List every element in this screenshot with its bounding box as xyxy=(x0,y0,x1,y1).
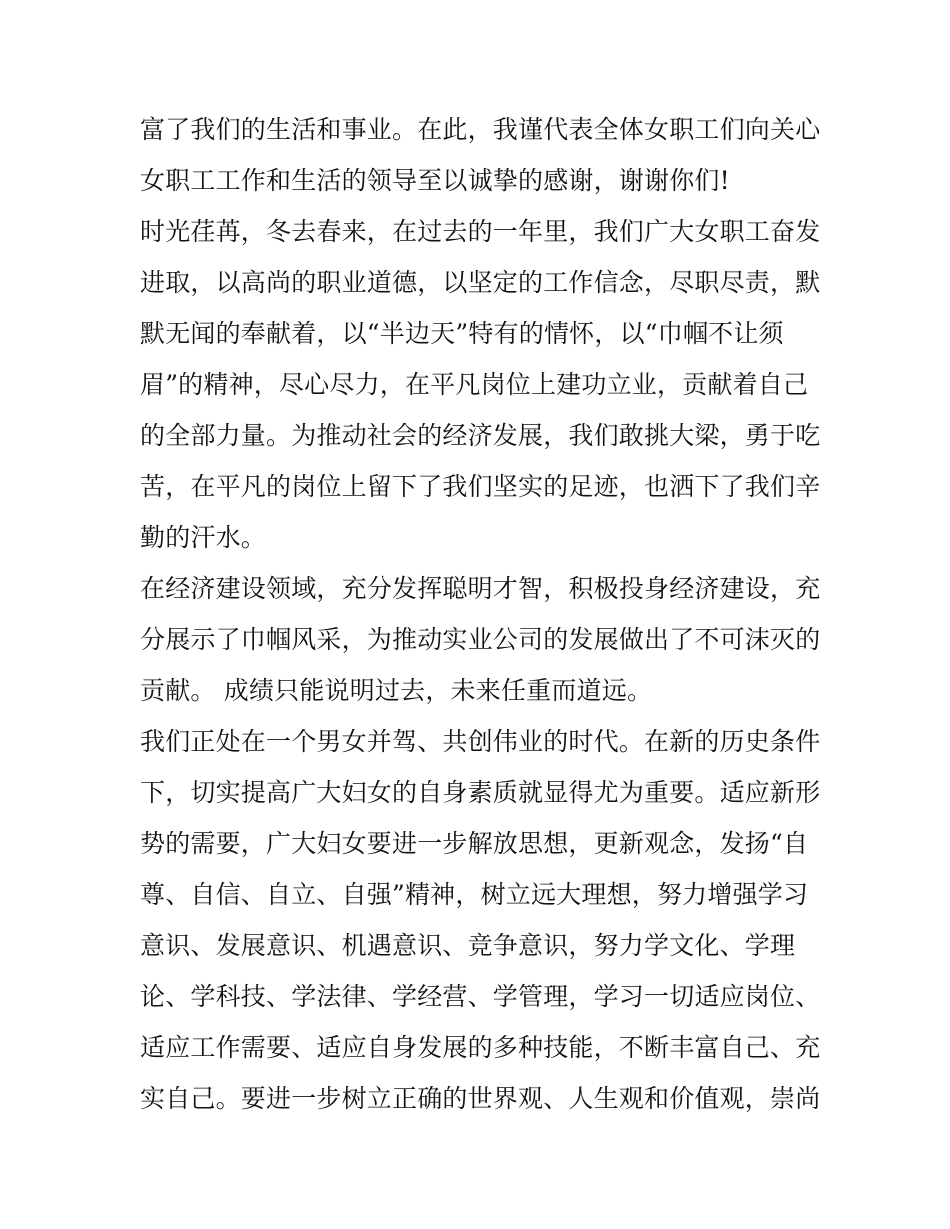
text-line: 眉”的精神，尽心尽力，在平凡岗位上建功立业，贡献着自己 xyxy=(140,370,809,399)
text-line: 意识、发展意识、机遇意识、竞争意识，努力学文化、学理 xyxy=(140,931,796,960)
text-line: 分展示了巾帼风采，为推动实业公司的发展做出了不可沫灭的 xyxy=(140,625,821,654)
text-line: 我们正处在一个男女并驾、共创伟业的时代。在新的历史条件 xyxy=(140,727,821,756)
text-line: 默无闻的奉献着，以“半边天”特有的情怀，以“巾帼不让须 xyxy=(140,319,784,348)
text-line: 贡献。 成绩只能说明过去，未来任重而道远。 xyxy=(140,676,653,705)
text-line: 论、学科技、学法律、学经营、学管理，学习一切适应岗位、 xyxy=(140,982,821,1011)
text-line: 的全部力量。为推动社会的经济发展，我们敢挑大梁，勇于吃 xyxy=(140,421,821,450)
text-line: 适应工作需要、适应自身发展的多种技能，不断丰富自己、充 xyxy=(140,1033,821,1062)
text-line: 女职工工作和生活的领导至以诚挚的感谢，谢谢你们! xyxy=(140,166,730,195)
text-line: 在经济建设领域，充分发挥聪明才智，积极投身经济建设，充 xyxy=(140,574,821,603)
text-line: 势的需要，广大妇女要进一步解放思想，更新观念，发扬“自 xyxy=(140,829,809,858)
text-line: 富了我们的生活和事业。在此，我谨代表全体女职工们向关心 xyxy=(140,115,821,144)
text-line: 进取，以高尚的职业道德，以坚定的工作信念，尽职尽责，默 xyxy=(140,268,821,297)
text-line: 实自己。要进一步树立正确的世界观、人生观和价值观，崇尚 xyxy=(140,1084,821,1113)
text-line: 时光荏苒，冬去春来，在过去的一年里，我们广大女职工奋发 xyxy=(140,217,821,246)
text-line: 勤的汗水。 xyxy=(140,523,267,552)
text-line: 尊、自信、自立、自强”精神，树立远大理想，努力增强学习 xyxy=(140,880,809,909)
body-text xyxy=(140,104,820,1124)
text-line: 下，切实提高广大妇女的自身素质就显得尤为重要。适应新形 xyxy=(140,778,821,807)
text-line: 苦，在平凡的岗位上留下了我们坚实的足迹，也洒下了我们辛 xyxy=(140,472,821,501)
